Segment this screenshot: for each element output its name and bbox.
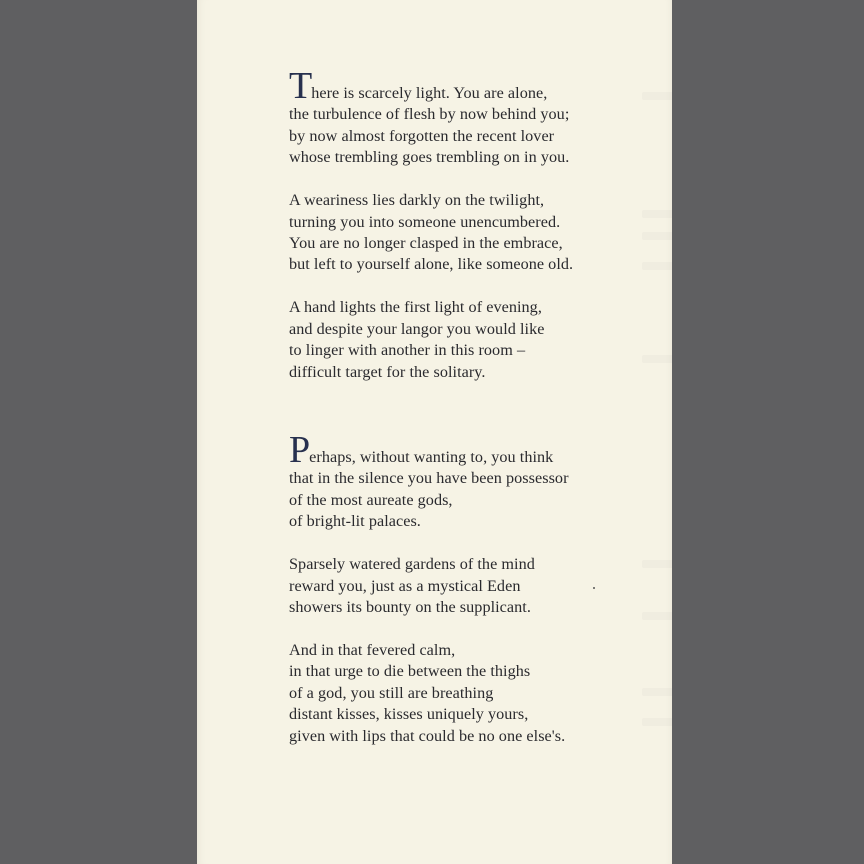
poem-line: that in the silence you have been possessor (289, 469, 569, 488)
poem-line: A weariness lies darkly on the twilight, (289, 191, 545, 210)
poem-line: to linger with another in this room – (289, 341, 526, 360)
poem-line: showers its bounty on the supplicant. (289, 598, 531, 617)
drop-cap: P (289, 429, 310, 471)
poem-line: You are no longer clasped in the embrace, (289, 234, 563, 253)
poem-line: And in that fevered calm, (289, 641, 456, 660)
poem-line: the turbulence of flesh by now behind you; (289, 105, 570, 124)
poem-line: of the most aureate gods, (289, 490, 453, 509)
stanza (289, 297, 649, 383)
poem-line (289, 65, 649, 107)
book-page (197, 0, 672, 864)
poem-line: but left to yourself alone, like someone old. (289, 255, 574, 274)
stanza (289, 65, 649, 169)
poem-line: turning you into someone unencumbered. (289, 212, 561, 231)
stanza (289, 429, 649, 533)
paper-speck (593, 587, 595, 589)
poem-one (289, 65, 649, 383)
stanza (289, 190, 649, 276)
poem-line: of a god, you still are breathing (289, 683, 494, 702)
stanza (289, 554, 649, 618)
stanza (289, 640, 649, 747)
poem-line: by now almost forgotten the recent lover (289, 126, 555, 145)
poem-line: reward you, just as a mystical Eden (289, 576, 521, 595)
drop-cap: T (289, 65, 312, 107)
poem-line: and despite your langor you would like (289, 319, 545, 338)
poem-line: distant kisses, kisses uniquely yours, (289, 705, 529, 724)
poem-two (289, 429, 649, 747)
first-line-text: erhaps, without wanting to, you think (309, 448, 554, 466)
poem-line: A hand lights the first light of evening, (289, 298, 542, 317)
poem-line: whose trembling goes trembling on in you. (289, 148, 570, 167)
poem-line: of bright-lit palaces. (289, 512, 421, 531)
poem-line: difficult target for the solitary. (289, 362, 486, 381)
poem-line: in that urge to die between the thighs (289, 662, 531, 681)
poem-line: Sparsely watered gardens of the mind (289, 555, 535, 574)
poem-line (289, 429, 649, 471)
first-line-text: here is scarcely light. You are alone, (311, 84, 548, 102)
poem-line: given with lips that could be no one else's. (289, 726, 566, 745)
